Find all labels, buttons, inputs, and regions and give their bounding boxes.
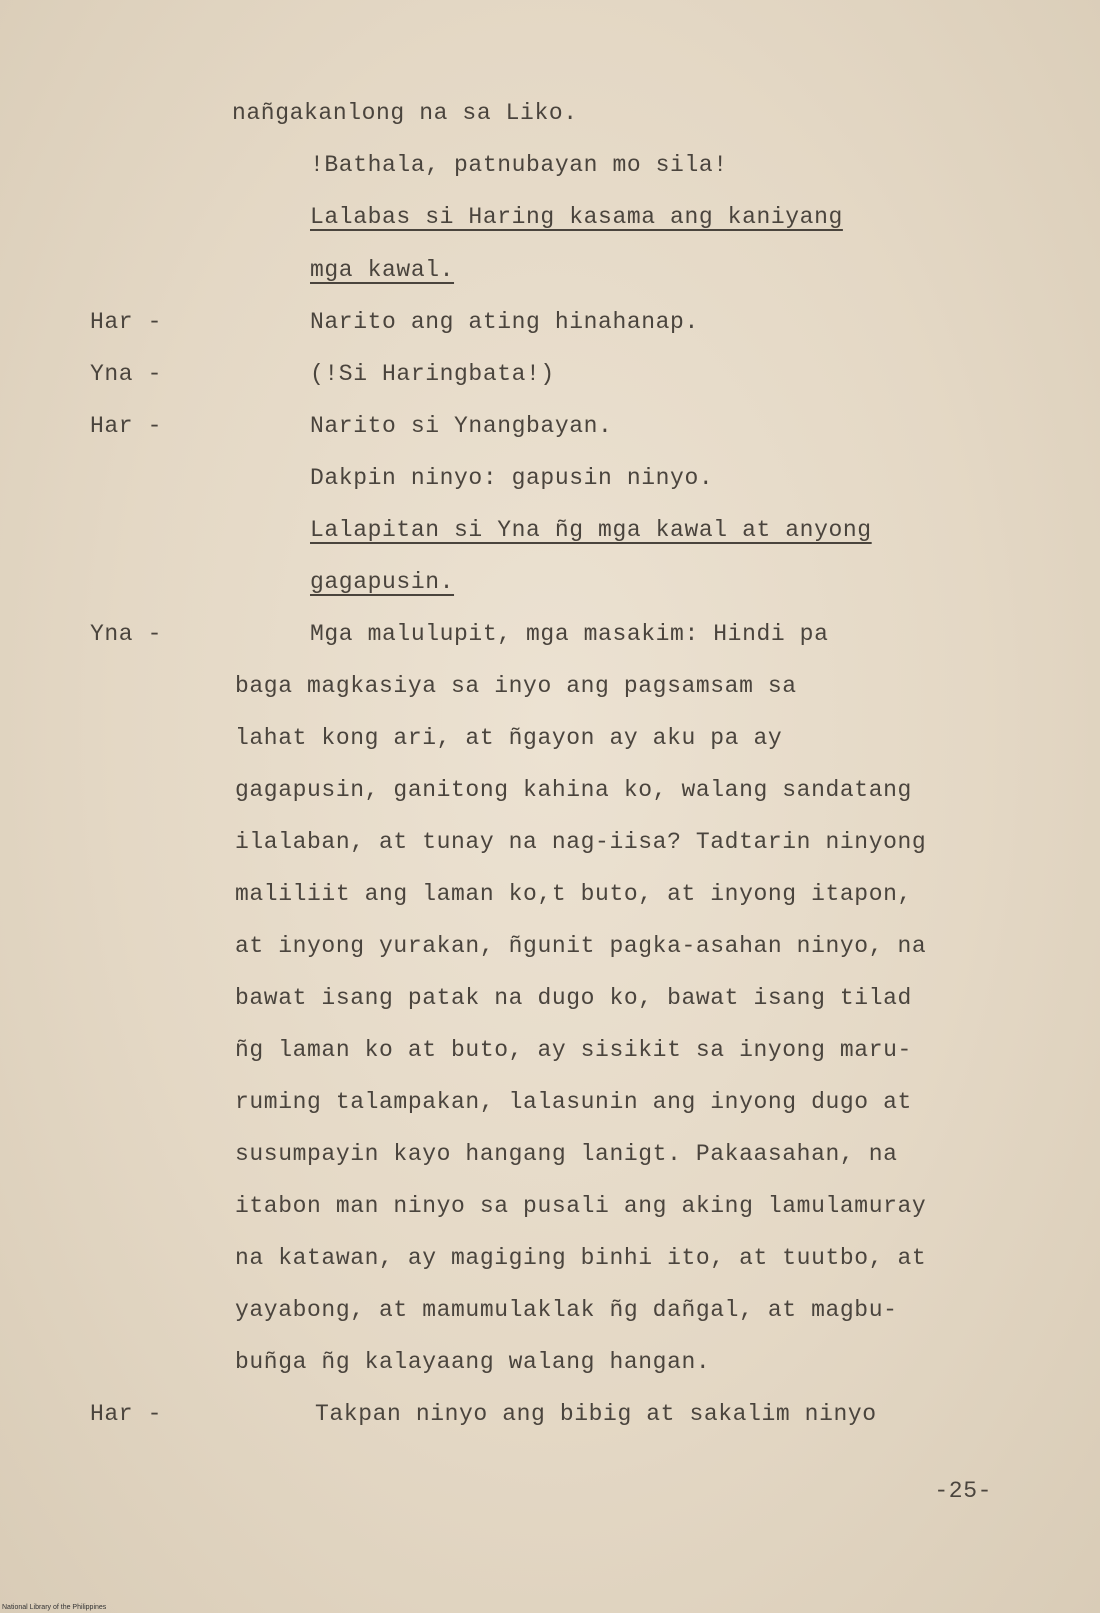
- text-line: Narito si Ynangbayan.: [310, 413, 613, 439]
- text-line: itabon man ninyo sa pusali ang aking lamulamuray: [235, 1193, 927, 1219]
- text-line: ñg laman ko at buto, ay sisikit sa inyong maru-: [235, 1037, 912, 1063]
- text-line: na katawan, ay magiging binhi ito, at tuutbo, at: [235, 1245, 927, 1271]
- text-line: yayabong, at mamumulaklak ñg dañgal, at magbu-: [235, 1297, 898, 1323]
- text-line: Takpan ninyo ang bibig at sakalim ninyo: [315, 1401, 877, 1427]
- text-line: baga magkasiya sa inyo ang pagsamsam sa: [235, 673, 797, 699]
- page-number: -25-: [934, 1478, 992, 1504]
- speaker-label: Har -: [90, 309, 163, 335]
- text-line: Mga malulupit, mga masakim: Hindi pa: [310, 621, 829, 647]
- text-line: (!Si Haringbata!): [310, 361, 555, 387]
- stage-direction: Lalapitan si Yna ñg mga kawal at anyong: [310, 517, 872, 543]
- stage-direction: mga kawal.: [310, 257, 455, 283]
- speaker-label: Yna -: [90, 621, 163, 647]
- library-footer: National Library of the Philippines: [2, 1604, 107, 1611]
- text-line: !Bathala, patnubayan mo sila!: [310, 152, 728, 178]
- text-line: ruming talampakan, lalasunin ang inyong dugo at: [235, 1089, 912, 1115]
- text-line: ilalaban, at tunay na nag-iisa? Tadtarin ninyong: [235, 829, 927, 855]
- text-line: maliliit ang laman ko,t buto, at inyong itapon,: [235, 881, 912, 907]
- text-line: buñga ñg kalayaang walang hangan.: [235, 1349, 711, 1375]
- text-line: Narito ang ating hinahanap.: [310, 309, 699, 335]
- stage-direction: Lalabas si Haring kasama ang kaniyang: [310, 204, 843, 230]
- text-line: nañgakanlong na sa Liko.: [232, 100, 578, 126]
- text-line: susumpayin kayo hangang lanigt. Pakaasahan, na: [235, 1141, 898, 1167]
- text-line: at inyong yurakan, ñgunit pagka-asahan ninyo, na: [235, 933, 927, 959]
- speaker-label: Har -: [90, 1401, 163, 1427]
- speaker-label: Har -: [90, 413, 163, 439]
- text-line: Dakpin ninyo: gapusin ninyo.: [310, 465, 714, 491]
- text-line: gagapusin, ganitong kahina ko, walang sandatang: [235, 777, 912, 803]
- text-line: bawat isang patak na dugo ko, bawat isang tilad: [235, 985, 912, 1011]
- speaker-label: Yna -: [90, 361, 163, 387]
- stage-direction: gagapusin.: [310, 569, 455, 595]
- text-line: lahat kong ari, at ñgayon ay aku pa ay: [235, 725, 783, 751]
